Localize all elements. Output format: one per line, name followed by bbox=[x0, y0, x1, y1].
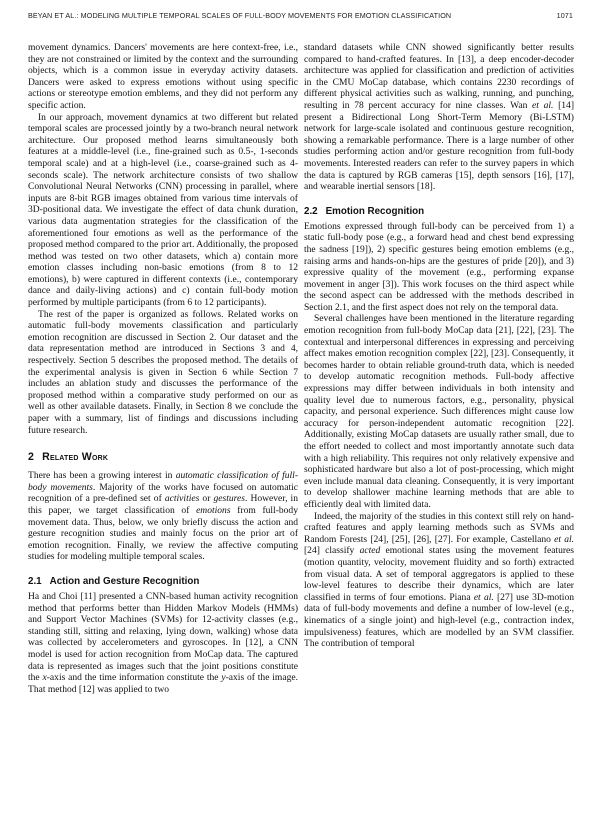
text-run: emotional states using the movement features (motion quantity, velocity, movement fluidity and so forth) extracted from visual data. A set of temporal aggregators is applied to these low-level features to describe their dynamics, which are later classified in terms of four emotions. Piana bbox=[304, 545, 575, 603]
text-run: -axis of the image. That method [12] was applied to two bbox=[28, 672, 298, 695]
text-run: standard datasets while CNN showed significantly better results compared to hand-crafted features. In [13], a deep encoder-decoder architecture was applied for classification and prediction of activities in the CMU MoCap database, which contains 2230 recordings of different physical activities such as walking, running, and punching, resulting in 78 percent accuracy for nine classes. Wan bbox=[304, 42, 574, 111]
paragraph bbox=[28, 470, 298, 563]
text-run: Indeed, the majority of the studies in this context still rely on hand-crafted features and apply learning methods such as SVMs and Random Forests [24], [25], [26], [27]. For example, Castellano bbox=[304, 510, 574, 545]
subsection-heading bbox=[304, 206, 574, 218]
text-run: [14] present a Bidirectional Long Short-Term Memory (Bi-LSTM) network for large-scale isolated and continuous gesture recognition, showing a remarkable performance. There is a large number of other studies performing action and/or gesture recognition from full-body movements. Interested readers can refer to the survey papers in which the data is captured by RGB cameras [15], depth sensors [16], [17], and wearable inertial sensors [18]. bbox=[304, 99, 575, 193]
italic-run: automatic classification of full-body movements bbox=[28, 470, 299, 493]
italic-run: x bbox=[42, 672, 47, 684]
italic-run: gestures bbox=[213, 493, 245, 505]
section-number: 2 bbox=[28, 451, 35, 464]
paragraph bbox=[28, 591, 298, 695]
subsection-title: Emotion Recognition bbox=[325, 205, 425, 217]
italic-run: emotions bbox=[196, 504, 231, 516]
paragraph bbox=[304, 511, 574, 650]
text-run: -axis and the time information constitute the bbox=[46, 672, 222, 684]
italic-run: et al. bbox=[473, 591, 494, 603]
right-column bbox=[304, 42, 574, 650]
italic-run: acted bbox=[359, 545, 381, 557]
left-column bbox=[28, 42, 298, 695]
section-title: Related Work bbox=[42, 451, 109, 464]
paragraph: In our approach, movement dynamics at two different but related temporal scales are processed jointly by a two-branch neural network architecture. Our proposed method learns simultaneously both features at a middle-level (i.e., fine-grained such as 0.5-, 1-seconds temporal scale) and at a high-level (i.e., coarse-grained such as 4-seconds scale). The network architecture consists of two shallow Convolutional Neural Networks (CNN) processing in parallel, where inputs are 8-bit RGB images obtained from various time intervals of 3D-positional data. We investigate the effect of data chunk duration, various data augmentation strategies for the classification of the aforementioned four emotions as well as the performance of the proposed method compared to the prior art. Additionally, the proposed method was tested on two other datasets, which a) contain more emotion classes including non-basic emotions (from 8 to 12 emotions), b) were captured in different contexts (i.e., contemporary dance and daily-living actions) and c) contain full-body motion performed by multiple participants (from 6 to 12 participants). bbox=[28, 111, 298, 309]
italic-run: et al. bbox=[554, 533, 575, 545]
text-run: Ha and Choi [11] presented a CNN-based human activity recognition method that performs better than Hidden Markov Models (HMMs) and Support Vector Machines (SVMs) for 12-activity classes (e.g., standing still, sitting and relaxing, lying down, walking) whose data was collected by accelerometers and gyroscopes. In [12], a CNN model is used for action recognition from MoCap data. The captured data is represented as images such that the joint positions constitute the bbox=[28, 590, 298, 684]
text-run: . However, in this paper, we target classification of bbox=[28, 493, 298, 516]
subsection-heading bbox=[28, 576, 298, 588]
italic-run: et al. bbox=[532, 99, 554, 111]
running-title: BEYAN ET AL.: MODELING MULTIPLE TEMPORAL SCALES OF FULL-BODY MOVEMENTS FOR EMOTION CLASSIFICATION bbox=[28, 11, 452, 20]
italic-run: y bbox=[221, 672, 226, 684]
italic-run: activities bbox=[164, 493, 200, 505]
text-run: or bbox=[199, 493, 214, 505]
running-header bbox=[28, 11, 573, 23]
text-run: from full-body movement data. Thus, below, we only briefly discuss the action and gesture recognition studies and mainly focus on the prior art of emotion recognition. Finally, we review the affective computing studies for modeling multiple temporal scales. bbox=[28, 504, 298, 563]
subsection-number: 2.2 bbox=[304, 205, 318, 217]
subsection-number: 2.1 bbox=[28, 575, 42, 587]
paragraph: Emotions expressed through full-body can be perceived from 1) a static full-body pose (e.g., a forward head and chest bend expressing the sadness [19]), 2) specific gestures being emotion emblems (e.g., raising arms and hands-on-hips are the gestures of pride [20]), and 3) expressive quality of the movement (e.g., performing expanse movement in anger [3]). This work focuses on the third aspect while the second aspect can be addressed with the methods described in Section 2.1, and the first aspect does not rely on the temporal data. bbox=[304, 220, 574, 313]
section-heading bbox=[28, 451, 298, 464]
paragraph bbox=[304, 42, 574, 193]
page-number: 1071 bbox=[556, 11, 573, 20]
text-run: . Majority of the works have focused on automatic recognition of a pre-defined set of bbox=[28, 481, 298, 505]
text-run: [27] use 3D-motion data of full-body movements and define a number of low-level (e.g., kinematics of a single joint) and high-level (e.g., contraction index, impulsiveness) features, which are modelled by an SVM classifier. The contribution of temporal bbox=[304, 591, 575, 650]
paragraph: Several challenges have been mentioned in the literature regarding emotion recognition from full-body MoCap data [21], [22], [23]. The contextual and interpersonal differences in expressing and perceiving affect makes emotion recognition complex [22], [23]. Consequently, it becomes harder to obtain reliable ground-truth data, which is needed to develop automatic recognition methods. Full-body affective expressions may differ between individuals in both intensity and quality level due to numerous factors, e.g., personality, physical capacity, and personal experience. Such differences might cause low accuracy for person-independent automatic recognition [22]. Additionally, existing MoCap datasets are usually rather small, due to the effort needed to collect and most importantly annotate such data with a high reliability. This requires not only relatively expensive and sophisticated hardware but also a lot of post-processing, which might even include manual data cleaning. Consequently, it is very important to develop shallower machine learning methods that are able to efficiently deal with limited data. bbox=[304, 313, 574, 510]
subsection-title: Action and Gesture Recognition bbox=[49, 575, 200, 587]
text-run: [24] classify bbox=[304, 545, 360, 557]
paragraph: The rest of the paper is organized as follows. Related works on automatic full-body movements classification and particularly emotion recognition are discussed in Section 2. Our dataset and the data representation method are introduced in Sections 3 and 4, respectively. Section 5 describes the proposed method. The details of the experimental analysis is given in Section 6 while Section 7 includes an ablation study and discusses the performance of the proposed method within a comparative study performed on our as well as other available datasets. Finally, in Section 8 we conclude the paper with a summary, list of findings and discussions including future research. bbox=[28, 308, 298, 436]
paragraph: movement dynamics. Dancers' movements are here context-free, i.e., they are not constrained or limited by the context and the surrounding objects, which is a common issue in everyday activity datasets. Dancers were asked to express emotions without using specific actions or stereotype emotion emblems, and they did not perform any specific action. bbox=[28, 42, 298, 111]
text-run: There has been a growing interest in bbox=[28, 470, 176, 482]
